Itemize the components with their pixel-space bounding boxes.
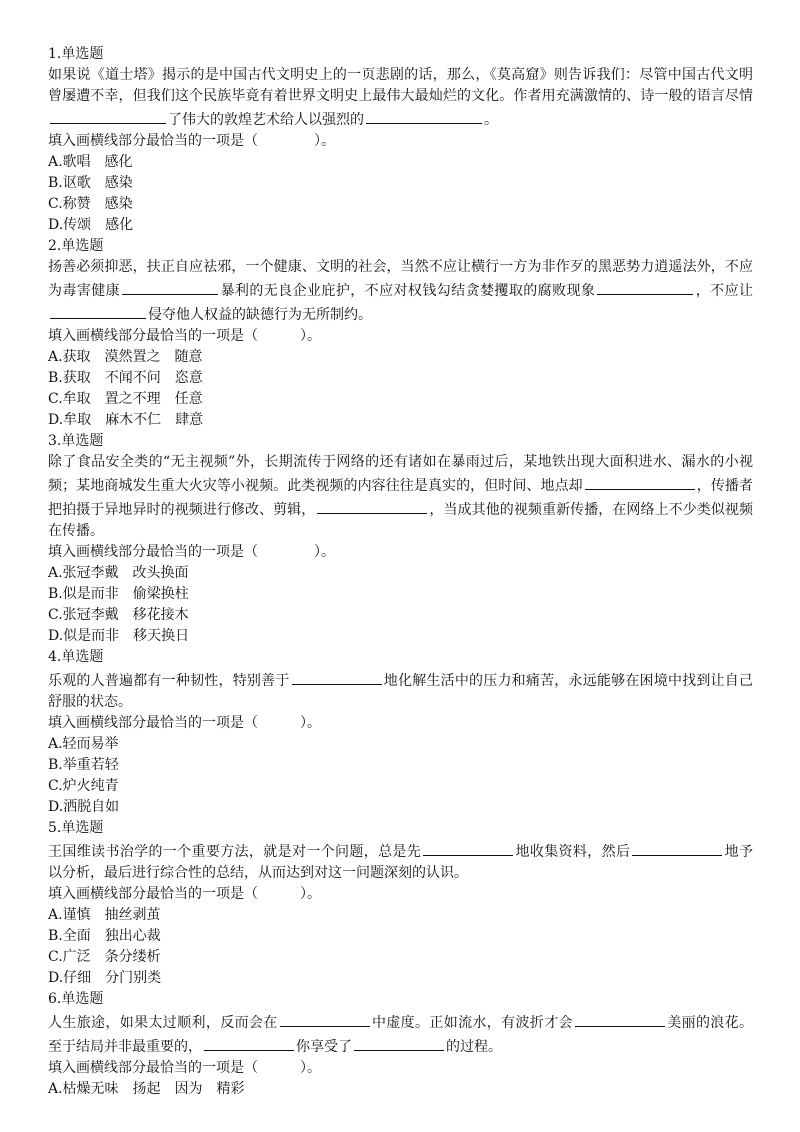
option-d[interactable]: D.牟取 麻木不仁 肆意: [48, 412, 204, 428]
answer-blank: [204, 1034, 294, 1051]
question-prompt: 填入画横线部分最恰当的一项是（ ）。: [48, 715, 321, 731]
answer-blank: [632, 839, 722, 856]
stem-text: 如果说《道士塔》揭示的是中国古代文明史上的一页悲剧的话，那么，《莫高窟》则告诉我们：尽管中国古代文明曾屡遭不幸，但我们这个民族毕竟有着世界文明史上最伟大最灿烂的文化。作者用充满激情的、诗一般的语言尽情: [48, 67, 753, 104]
question-2: [48, 236, 753, 431]
question-prompt: 填入画横线部分最恰当的一项是（ ）。: [48, 328, 321, 344]
answer-blank: [597, 278, 693, 295]
stem-text: 侵夺他人权益的缺德行为无所制约。: [148, 307, 372, 323]
stem-text: 美丽的浪花。至于结局并非最重要的，: [48, 1015, 754, 1055]
stem-text: 地收集资料，然后: [515, 844, 631, 860]
question-number: 6.单选题: [48, 991, 104, 1007]
answer-blank: [354, 1034, 444, 1051]
option-d[interactable]: D.仔细 分门别类: [48, 970, 162, 986]
question-prompt: 填入画横线部分最恰当的一项是（ ）。: [48, 544, 335, 560]
question-prompt: 填入画横线部分最恰当的一项是（ ）。: [48, 886, 321, 902]
answer-blank: [366, 107, 482, 124]
answer-blank: [317, 497, 427, 514]
question-number: 3.单选题: [48, 433, 104, 449]
option-b[interactable]: B.似是而非 偷梁换柱: [48, 586, 189, 602]
option-d[interactable]: D.洒脱自如: [48, 799, 120, 815]
option-c[interactable]: C.广泛 条分缕析: [48, 949, 161, 965]
answer-blank: [50, 302, 146, 319]
stem-text: ，传播者把拍摄于异地异时的视频进行修改、剪辑，: [48, 478, 754, 518]
option-a[interactable]: A.歌唱 感化: [48, 154, 133, 170]
question-5: [48, 818, 753, 989]
stem-text: 中虚度。正如流水，有波折才会: [371, 1015, 573, 1031]
stem-text: 了伟大的敦煌艺术给人以强烈的: [168, 112, 364, 128]
stem-text: 暴利的无良企业庇护，不应对权钱勾结贪婪攫取的腐败现象: [220, 283, 596, 299]
question-number: 4.单选题: [48, 649, 104, 665]
answer-blank: [575, 1010, 665, 1027]
option-a[interactable]: A.谨慎 抽丝剥茧: [48, 907, 161, 923]
option-c[interactable]: C.炉火纯青: [48, 778, 119, 794]
question-number: 2.单选题: [48, 238, 104, 254]
question-stem: [48, 839, 753, 884]
option-b[interactable]: B.全面 独出心裁: [48, 928, 161, 944]
option-a[interactable]: A.获取 漠然置之 随意: [48, 349, 203, 365]
question-prompt: 填入画横线部分最恰当的一项是（ ）。: [48, 133, 335, 149]
option-a[interactable]: A.张冠李戴 改头换面: [48, 565, 189, 581]
question-1: [48, 44, 753, 236]
stem-text: 你享受了: [296, 1039, 352, 1055]
option-c[interactable]: C.牟取 置之不理 任意: [48, 391, 203, 407]
question-stem: [48, 65, 753, 131]
option-a[interactable]: A.轻而易举: [48, 736, 119, 752]
stem-text: 扬善必须抑恶，扶正自应祛邪，一个健康、文明的社会，当然不应让横行一方为非作歹的黑恶势力逍遥法外，不应为毒害健康: [48, 259, 753, 299]
question-4: [48, 647, 753, 818]
stem-text: 。: [484, 112, 498, 128]
document-page: [48, 44, 753, 1100]
question-stem: [48, 452, 753, 542]
option-b[interactable]: B.举重若轻: [48, 757, 119, 773]
option-d[interactable]: D.传颂 感化: [48, 217, 134, 233]
question-prompt: 填入画横线部分最恰当的一项是（ ）。: [48, 1060, 321, 1076]
answer-blank: [50, 107, 166, 124]
answer-blank: [292, 668, 382, 685]
option-c[interactable]: C.张冠李戴 移花接木: [48, 607, 189, 623]
option-a[interactable]: A.枯燥无味 扬起 因为 精彩: [48, 1081, 245, 1097]
answer-blank: [585, 473, 695, 490]
stem-text: ，当成其他的视频重新传播，在网络上不少类似视频在传播。: [48, 502, 754, 539]
answer-blank: [122, 278, 218, 295]
question-stem: [48, 668, 753, 713]
stem-text: 人生旅途，如果太过顺利，反而会在: [48, 1015, 278, 1031]
stem-text: 除了食品安全类的“无主视频”外，长期流传于网络的还有诸如在暴雨过后，某地铁出现大面积进水、漏水的小视频；某地商城发生重大火灾等小视频。此类视频的内容往往是真实的，但时间、地点却: [48, 454, 753, 494]
stem-text: 地化解生活中的压力和痛苦，永远能够在困境中找到让自己舒服的状态。: [48, 673, 754, 710]
stem-text: 王国维读书治学的一个重要方法，就是对一个问题，总是先: [48, 844, 422, 860]
answer-blank: [423, 839, 513, 856]
question-number: 1.单选题: [48, 46, 104, 62]
option-b[interactable]: B.讴歌 感染: [48, 175, 133, 191]
stem-text: 的过程。: [446, 1039, 502, 1055]
stem-text: ，不应让: [695, 283, 754, 299]
question-stem: [48, 257, 753, 326]
stem-text: 乐观的人普遍都有一种韧性，特别善于: [48, 673, 290, 689]
question-6: [48, 989, 753, 1100]
question-stem: [48, 1010, 753, 1058]
answer-blank: [280, 1010, 370, 1027]
stem-text: 地予以分析，最后进行综合性的总结，从而达到对这一问题深刻的认识。: [48, 844, 754, 881]
option-b[interactable]: B.获取 不闻不问 恣意: [48, 370, 203, 386]
question-number: 5.单选题: [48, 820, 104, 836]
option-d[interactable]: D.似是而非 移天换日: [48, 628, 190, 644]
question-3: [48, 431, 753, 647]
option-c[interactable]: C.称赞 感染: [48, 196, 133, 212]
